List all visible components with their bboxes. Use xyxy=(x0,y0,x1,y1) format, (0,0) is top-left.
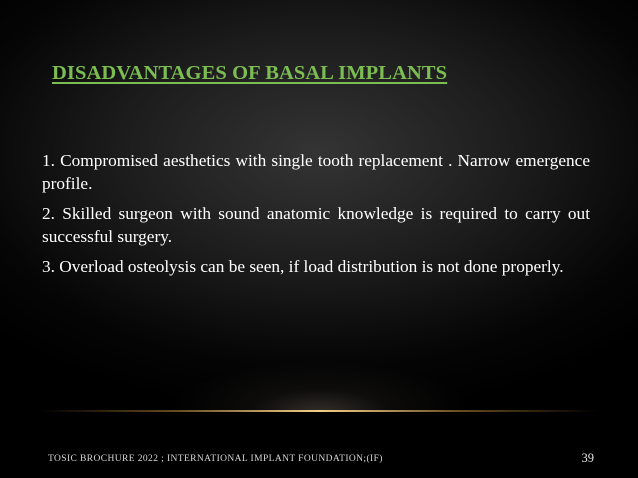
decorative-divider-line xyxy=(40,410,598,412)
disadvantages-list xyxy=(42,150,590,287)
page-number: 39 xyxy=(581,451,594,465)
decorative-glow xyxy=(170,362,470,412)
list-item: 3. Overload osteolysis can be seen, if load distribution is not done properly. xyxy=(42,257,564,276)
list-item: 2. Skilled surgeon with sound anatomic knowledge is required to carry out successful surgery. xyxy=(42,204,590,246)
list-item: 1. Compromised aesthetics with single tooth replacement . Narrow emergence profile. xyxy=(42,151,590,193)
slide-title: DISADVANTAGES OF BASAL IMPLANTS xyxy=(52,62,448,84)
slide-footer: TOSIC BROCHURE 2022 ; INTERNATIONAL IMPLANT FOUNDATION;(IF) xyxy=(48,454,383,464)
